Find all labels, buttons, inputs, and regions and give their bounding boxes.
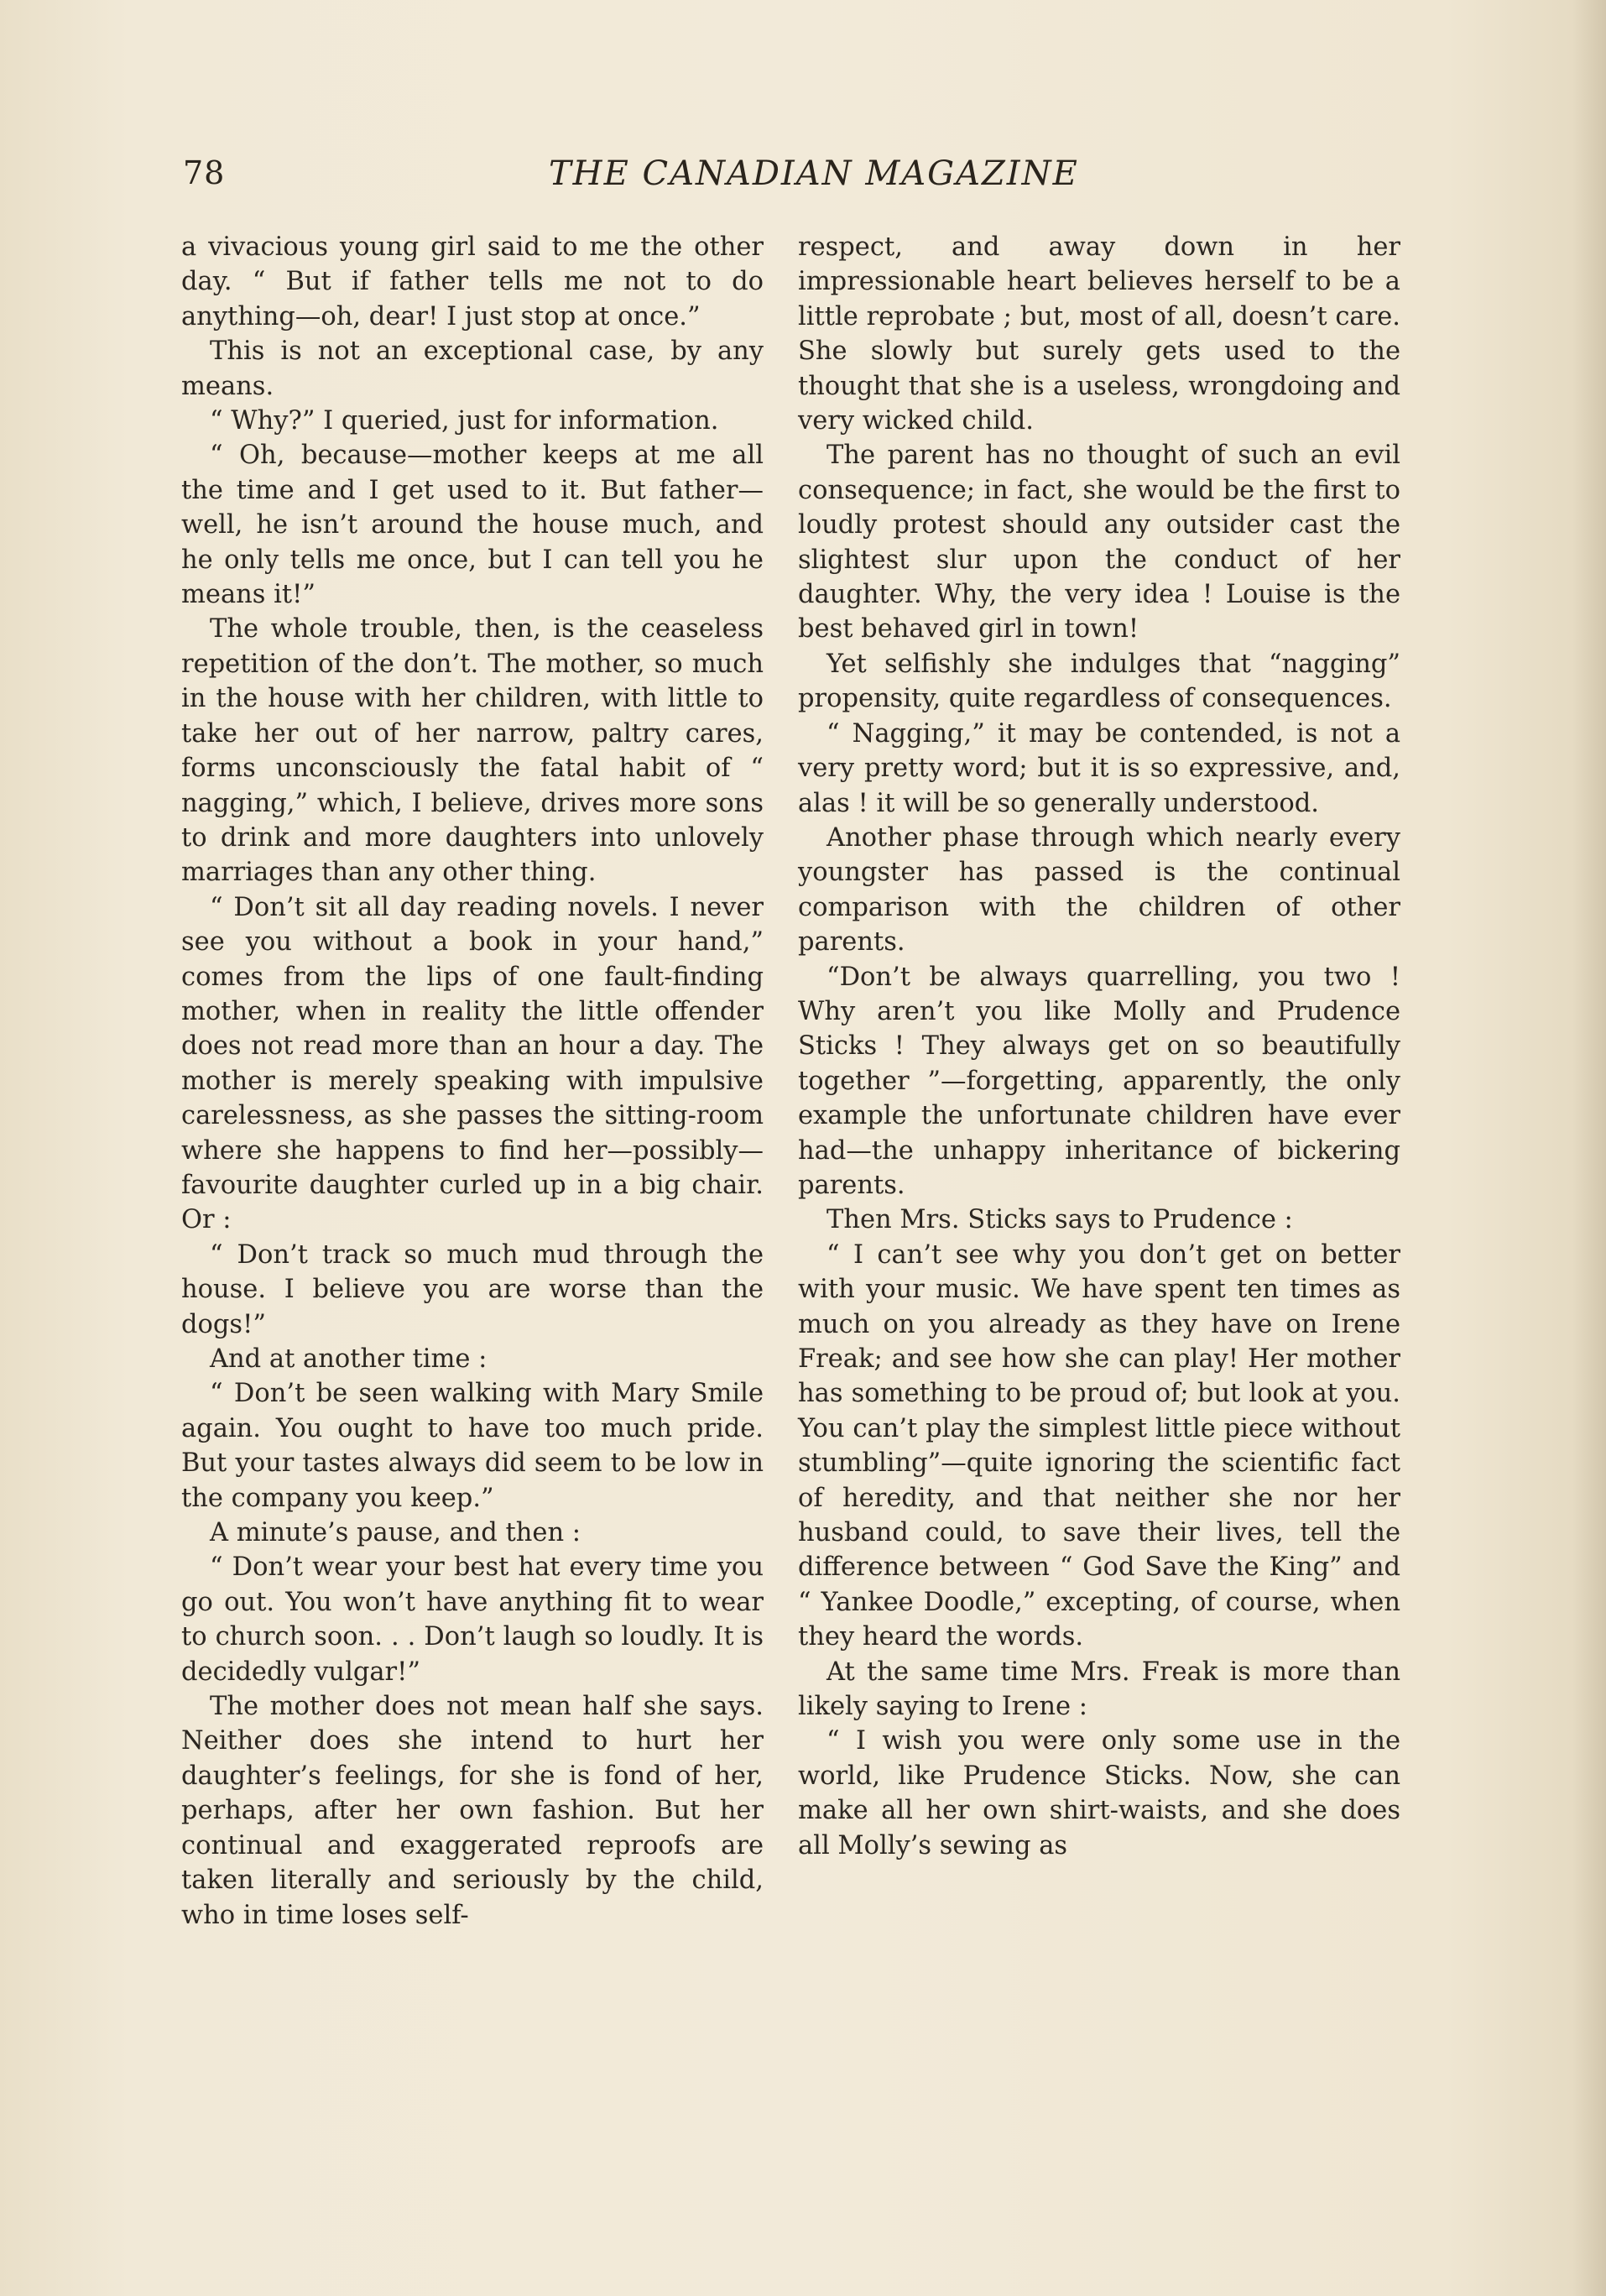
right-text-column <box>798 230 1400 1863</box>
paragraph: “ I wish you were only some use in the world, like Prudence Sticks. Now, she can make all her own shirt-waists, and she does all Molly’s sewing as <box>798 1726 1400 1860</box>
paragraph: A minute’s pause, and then : <box>210 1518 581 1548</box>
paragraph: “ Don’t sit all day reading novels. I never see you without a book in your hand,” comes from the lips of one fault-finding mother, when in reality the little offender does not read more than an hour a day. The mother is merely speaking with impulsive carelessness, as she passes the sitting-room where she happens to find her—possibly—favourite daughter curled up in a big chair. Or : <box>181 892 764 1235</box>
paragraph: “ Don’t track so much mud through the house. I believe you are worse than the dogs!” <box>181 1239 764 1339</box>
page-header <box>183 154 1442 205</box>
page-edge-shadow <box>1572 0 1606 2296</box>
paragraph: “ Don’t be seen walking with Mary Smile again. You ought to have too much pride. But your tastes always did seem to be low in the company you keep.” <box>181 1379 764 1513</box>
paragraph: “ Oh, because—mother keeps at me all the time and I get used to it. But father—well, he isn’t around the house much, and he only tells me once, but I can tell you he means it!” <box>181 441 764 610</box>
paragraph: Another phase through which nearly every youngster has passed is the continual comparison with the children of other parents. <box>798 822 1400 958</box>
left-text-column <box>181 230 764 1933</box>
paragraph: The whole trouble, then, is the ceaseless repetition of the don’t. The mother, so much in the house with her children, with little to take her out of her narrow, paltry cares, forms unconsciously the fatal habit of “ nagging,” which, I believe, drives more sons to drink and more daughters into unlovely marriages than any other thing. <box>181 614 764 888</box>
paragraph: respect, and away down in her impressionable heart believes herself to be a little reprobate ; but, most of all, doesn’t care. She slowly but surely gets used to the thought that she is a useless, wrongdoing and very wicked child. <box>798 232 1400 436</box>
paragraph: And at another time : <box>210 1344 488 1374</box>
paragraph: “Don’t be always quarrelling, you two ! Why aren’t you like Molly and Prudence Sticks ! They always get on so beautifully together ”—forgetting, apparently, the only example the unfortunate children have ever had—the unhappy inheritance of bickering parents. <box>798 962 1400 1200</box>
paragraph: This is not an exceptional case, by any means. <box>181 337 764 401</box>
paragraph: The mother does not mean half she says. Neither does she intend to hurt her daughter’s feelings, for she is fond of her, perhaps, after her own fashion. But her continual and exaggerated reproofs are taken literally and seriously by the child, who in time loses self- <box>181 1692 764 1930</box>
paragraph: At the same time Mrs. Freak is more than likely saying to Irene : <box>798 1657 1400 1722</box>
paragraph: a vivacious young girl said to me the other day. “ But if father tells me not to do anything—oh, dear! I just stop at once.” <box>181 232 764 331</box>
paragraph: “ I can’t see why you don’t get on better with your music. We have spent ten times as much on you already as they have on Irene Freak; and see how she can play! Her mother has something to be proud of; but look at you. You can’t play the simplest little piece without stumbling”—quite ignoring the scientific fact of heredity, and that neither she nor her husband could, to save their lives, tell the difference between “ God Save the King” and “ Yankee Doodle,” excepting, of course, when they heard the words. <box>798 1239 1400 1652</box>
paragraph: “ Don’t wear your best hat every time you go out. You won’t have anything fit to wear to church soon. . . Don’t laugh so loudly. It is decidedly vulgar!” <box>181 1552 764 1687</box>
paragraph: Yet selfishly she indulges that “nagging” propensity, quite regardless of consequences. <box>798 649 1400 714</box>
running-head: THE CANADIAN MAGAZINE <box>549 154 1079 193</box>
paragraph: Then Mrs. Sticks says to Prudence : <box>826 1205 1293 1235</box>
paragraph: The parent has no thought of such an evil consequence; in fact, she would be the first to loudly protest should any outsider cast the slightest slur upon the conduct of her daughter. Why, the very idea ! Louise is the best behaved girl in town! <box>798 441 1400 644</box>
paragraph: “ Why?” I queried, just for information. <box>210 406 719 436</box>
paragraph: “ Nagging,” it may be contended, is not a very pretty word; but it is so expressive, and, alas ! it will be so generally understood. <box>798 718 1400 818</box>
page-number: 78 <box>183 154 226 191</box>
